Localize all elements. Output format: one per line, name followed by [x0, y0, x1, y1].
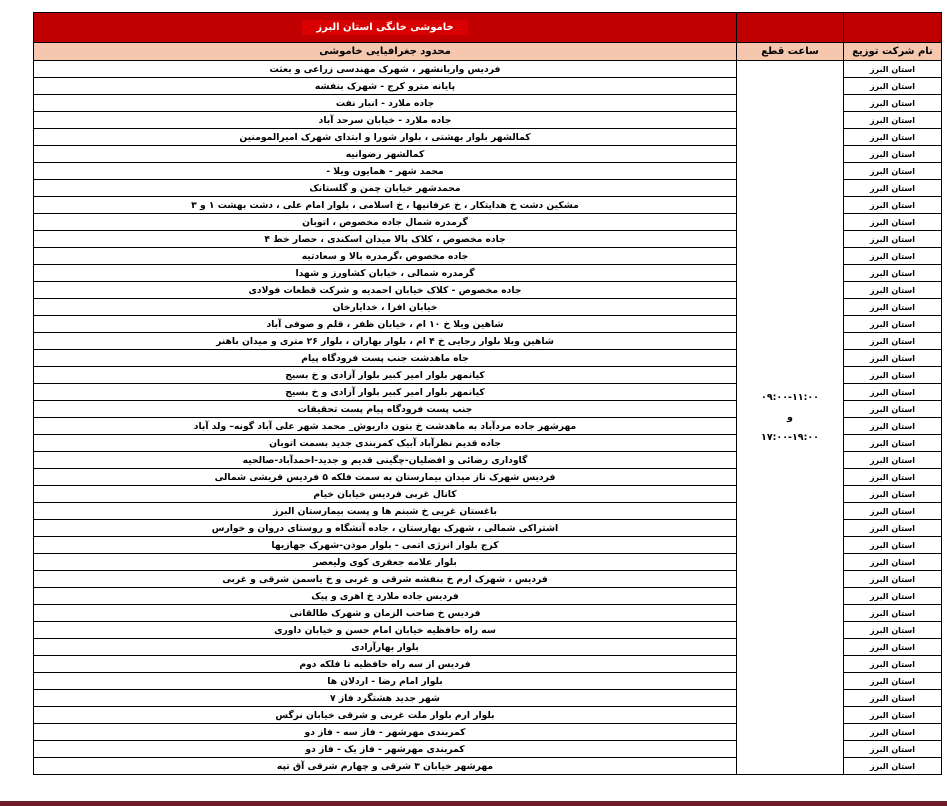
company-cell: استان البرز [844, 418, 942, 435]
area-cell: جاده ملارد - انبار نفت [34, 95, 737, 112]
company-cell: استان البرز [844, 724, 942, 741]
company-cell: استان البرز [844, 248, 942, 265]
area-cell: اشتراکی شمالی ، شهرک بهارستان ، جاده آتشگاه و روستای دروان و خوارس [34, 520, 737, 537]
area-cell: کیانمهر بلوار امیر کبیر بلوار آزادی و خ بسیج [34, 384, 737, 401]
area-cell: باغستان غربی خ شبنم ها و پست بیمارستان البرز [34, 503, 737, 520]
company-cell: استان البرز [844, 503, 942, 520]
area-cell: جاده ملارد - خیابان سرحد آباد [34, 112, 737, 129]
area-cell: کمالشهر رضوانیه [34, 146, 737, 163]
company-cell: استان البرز [844, 112, 942, 129]
company-cell: استان البرز [844, 605, 942, 622]
outage-time-cell [737, 61, 844, 775]
company-cell: استان البرز [844, 61, 942, 78]
header-area: محدود جغرافیایی خاموشی [34, 43, 737, 61]
area-cell: گرمدره شمالی ، خیابان کشاورز و شهدا [34, 265, 737, 282]
company-cell: استان البرز [844, 673, 942, 690]
area-cell: محمدشهر خیابان چمن و گلستانک [34, 180, 737, 197]
outage-table-body [34, 13, 942, 775]
company-cell: استان البرز [844, 571, 942, 588]
header-time: ساعت قطع [737, 43, 844, 61]
area-cell: جاده قدیم نظرآباد آبیک کمربندی جدید بسمت اتوبان [34, 435, 737, 452]
area-cell: بلوار بهارآزادی [34, 639, 737, 656]
area-cell: کیانمهر بلوار امیر کبیر بلوار آزادی و خ بسیج [34, 367, 737, 384]
area-cell: بلوار علامه جعفری کوی ولیعصر [34, 554, 737, 571]
area-cell: مشکین دشت خ هدایتکار ، خ عرفانیها ، خ اسلامی ، بلوار امام علی ، دشت بهشت ۱ و ۳ [34, 197, 737, 214]
area-cell: فردیس واریانشهر ، شهرک مهندسی زراعی و بعثت [34, 61, 737, 78]
company-cell: استان البرز [844, 707, 942, 724]
company-cell: استان البرز [844, 741, 942, 758]
area-cell: جنب پست فرودگاه پیام پست تحقیقات [34, 401, 737, 418]
company-cell: استان البرز [844, 180, 942, 197]
company-cell: استان البرز [844, 520, 942, 537]
title-corner-cell [737, 13, 844, 43]
bottom-border-bar [0, 801, 947, 806]
area-cell: فردیس خ صاحب الزمان و شهرک طالقانی [34, 605, 737, 622]
area-cell: گرمدره شمال جاده مخصوص ، اتوبان [34, 214, 737, 231]
company-cell: استان البرز [844, 384, 942, 401]
table-title: خاموشی خانگی استان البرز [302, 20, 467, 35]
company-cell: استان البرز [844, 95, 942, 112]
area-cell: خیابان افرا ، خدایارخان [34, 299, 737, 316]
company-cell: استان البرز [844, 350, 942, 367]
table-title-cell [34, 13, 737, 43]
company-cell: استان البرز [844, 265, 942, 282]
company-cell: استان البرز [844, 316, 942, 333]
area-cell: کمالشهر بلوار بهشتی ، بلوار شورا و ابتدای شهرک امیرالمومنین [34, 129, 737, 146]
area-cell: بلوار ارم بلوار ملت غربی و شرقی خیابان نرگس [34, 707, 737, 724]
area-cell: فردیس شهرک ناز میدان بیمارستان به سمت فلکه ۵ فردیس قریشی شمالی [34, 469, 737, 486]
company-cell: استان البرز [844, 452, 942, 469]
company-cell: استان البرز [844, 146, 942, 163]
area-cell: سه راه حافظیه خیابان امام حسن و خیابان داوری [34, 622, 737, 639]
area-cell: بلوار امام رضا - اردلان ها [34, 673, 737, 690]
title-corner-cell [844, 13, 942, 43]
company-cell: استان البرز [844, 656, 942, 673]
area-cell: جاده مخصوص ، کلاک بالا میدان اسکندی ، حصار خط ۴ [34, 231, 737, 248]
area-cell: پایانه مترو کرج - شهرک بنفشه [34, 78, 737, 95]
company-cell: استان البرز [844, 639, 942, 656]
table-row [34, 61, 942, 78]
time-line-3: ۱۷:۰۰-۱۹:۰۰ [761, 431, 819, 443]
area-cell: شاهین ویلا خ ۱۰ ام ، خیابان ظفر ، قلم و صوفی آباد [34, 316, 737, 333]
company-cell: استان البرز [844, 282, 942, 299]
header-company: نام شرکت توزیع [844, 43, 942, 61]
outage-table [33, 12, 942, 775]
area-cell: گاوداری رضائی و افضلیان-چگینی قدیم و جدید-احمدآباد-صالحیه [34, 452, 737, 469]
area-cell: محمد شهر - همایون ویلا - [34, 163, 737, 180]
company-cell: استان البرز [844, 401, 942, 418]
company-cell: استان البرز [844, 163, 942, 180]
area-cell: فردیس ، شهرک ارم خ بنفشه شرقی و غربی و خ یاسمن شرقی و غربی [34, 571, 737, 588]
area-cell: مهرشهر جاده مردآباد به ماهدشت خ بتون داریوش_ محمد شهر علی آباد گونه– ولد آباد [34, 418, 737, 435]
area-cell: فردیس از سه راه حافظیه تا فلکه دوم [34, 656, 737, 673]
area-cell: مهرشهر خیابان ۳ شرقی و چهارم شرقی آق تپه [34, 758, 737, 775]
company-cell: استان البرز [844, 758, 942, 775]
company-cell: استان البرز [844, 537, 942, 554]
company-cell: استان البرز [844, 129, 942, 146]
area-cell: فردیس جاده ملارد خ اهری و پیک [34, 588, 737, 605]
title-row [34, 13, 942, 43]
company-cell: استان البرز [844, 231, 942, 248]
area-cell: شهر جدید هشتگرد فاز ۷ [34, 690, 737, 707]
company-cell: استان البرز [844, 299, 942, 316]
company-cell: استان البرز [844, 554, 942, 571]
company-cell: استان البرز [844, 588, 942, 605]
company-cell: استان البرز [844, 690, 942, 707]
time-line-2: و [787, 411, 793, 423]
header-row [34, 43, 942, 61]
area-cell: جاده مخصوص - کلاک خیابان احمدیه و شرکت قطعات فولادی [34, 282, 737, 299]
area-cell: کمربندی مهرشهر - فاز یک - فاز دو [34, 741, 737, 758]
company-cell: استان البرز [844, 469, 942, 486]
company-cell: استان البرز [844, 78, 942, 95]
company-cell: استان البرز [844, 214, 942, 231]
company-cell: استان البرز [844, 197, 942, 214]
area-cell: جاه ماهدشت جنب پست فرودگاه پیام [34, 350, 737, 367]
company-cell: استان البرز [844, 333, 942, 350]
area-cell: کمربندی مهرشهر - فاز سه - فاز دو [34, 724, 737, 741]
area-cell: کانال غربی فردیس خیابان خیام [34, 486, 737, 503]
company-cell: استان البرز [844, 435, 942, 452]
time-line-1: ۰۹:۰۰-۱۱:۰۰ [761, 391, 819, 403]
area-cell: شاهین ویلا بلوار رجایی خ ۴ ام ، بلوار بهاران ، بلوار ۲۶ متری و میدان باهنر [34, 333, 737, 350]
area-cell: جاده مخصوص ،گرمدره بالا و سعادتیه [34, 248, 737, 265]
area-cell: کرج بلوار انرژی اتمی - بلوار موذن-شهرک جهازیها [34, 537, 737, 554]
company-cell: استان البرز [844, 622, 942, 639]
company-cell: استان البرز [844, 486, 942, 503]
company-cell: استان البرز [844, 367, 942, 384]
